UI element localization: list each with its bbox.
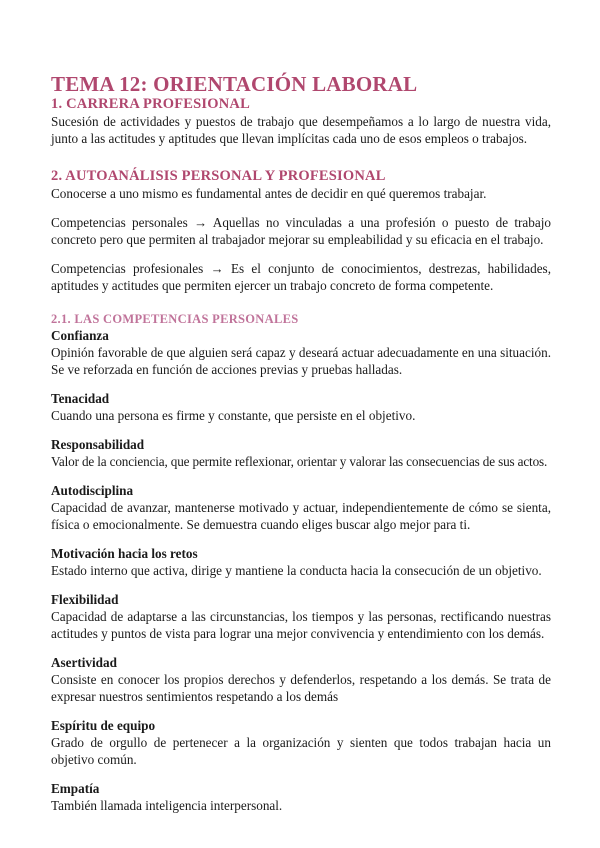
term-title: Asertividad <box>51 655 117 670</box>
paragraph-autoanalisis-intro: Conocerse a uno mismo es fundamental antes de decidir en qué queremos trabajar. <box>51 186 487 201</box>
term-title: Tenacidad <box>51 391 110 406</box>
term-asertividad <box>51 654 551 705</box>
term-definition: Capacidad de adaptarse a las circunstancias, los tiempos y las personas, rectificando nuestras actitudes y puntos de vista para lograr una mejor convivencia y entendimiento con los demás. <box>51 609 551 641</box>
term-definition: Consiste en conocer los propios derechos y defenderlos, respetando a los demás. Se trata de expresar nuestros sentimientos respetando a los demás <box>51 672 551 704</box>
term-definition: También llamada inteligencia interpersonal. <box>51 798 283 813</box>
term-responsabilidad <box>51 436 551 470</box>
term-definition: Valor de la conciencia, que permite reflexionar, orientar y valorar las consecuencias de sus actos. <box>51 454 548 469</box>
term-flexibilidad <box>51 591 551 642</box>
document-page <box>51 72 551 814</box>
term-definition: Cuando una persona es firme y constante, que persiste en el objetivo. <box>51 408 416 423</box>
subsection-heading-competencias: 2.1. LAS COMPETENCIAS PERSONALES <box>51 312 299 326</box>
section-heading-autoanalisis: 2. AUTOANÁLISIS PERSONAL Y PROFESIONAL <box>51 168 386 184</box>
term-autodisciplina <box>51 482 551 533</box>
term-confianza <box>51 327 551 378</box>
term-motivacion <box>51 545 551 579</box>
term-title: Empatía <box>51 781 100 796</box>
competencias-list <box>51 327 551 814</box>
paragraph-carrera: Sucesión de actividades y puestos de trabajo que desempeñamos a lo largo de nuestra vida, junto a las actitudes y aptitudes que llevan implícitas cada uno de esos empleos o trabajos. <box>51 114 551 146</box>
term-definition: Opinión favorable de que alguien será capaz y deseará actuar adecuadamente en una situación. Se ve reforzada en función de acciones previas y pruebas halladas. <box>51 345 551 377</box>
paragraph-competencias-profesionales: Competencias profesionales → Es el conjunto de conocimientos, destrezas, habilidades, aptitudes y actitudes que permiten ejercer un trabajo concreto de forma competente. <box>51 261 551 293</box>
term-title: Espíritu de equipo <box>51 718 156 733</box>
term-title: Autodisciplina <box>51 483 134 498</box>
section-heading-carrera: 1. CARRERA PROFESIONAL <box>51 96 250 112</box>
term-definition: Grado de orgullo de pertenecer a la organización y sienten que todos trabajan hacia un objetivo común. <box>51 735 551 767</box>
term-definition: Estado interno que activa, dirige y mantiene la conducta hacia la consecución de un objetivo. <box>51 563 542 578</box>
term-tenacidad <box>51 390 551 424</box>
paragraph-competencias-personales: Competencias personales → Aquellas no vinculadas a una profesión o puesto de trabajo concreto pero que permiten al trabajador mejorar su empleabilidad y su eficacia en el trabajo. <box>51 215 551 247</box>
term-title: Flexibilidad <box>51 592 119 607</box>
term-espiritu-equipo <box>51 717 551 768</box>
term-title: Confianza <box>51 328 109 343</box>
term-title: Responsabilidad <box>51 437 145 452</box>
term-empatia <box>51 780 551 814</box>
term-definition: Capacidad de avanzar, mantenerse motivado y actuar, independientemente de cómo se sienta, física o emocionalmente. Se demuestra cuando eliges buscar algo mejor para ti. <box>51 500 551 532</box>
document-title: TEMA 12: ORIENTACIÓN LABORAL <box>51 72 418 96</box>
term-title: Motivación hacia los retos <box>51 546 198 561</box>
